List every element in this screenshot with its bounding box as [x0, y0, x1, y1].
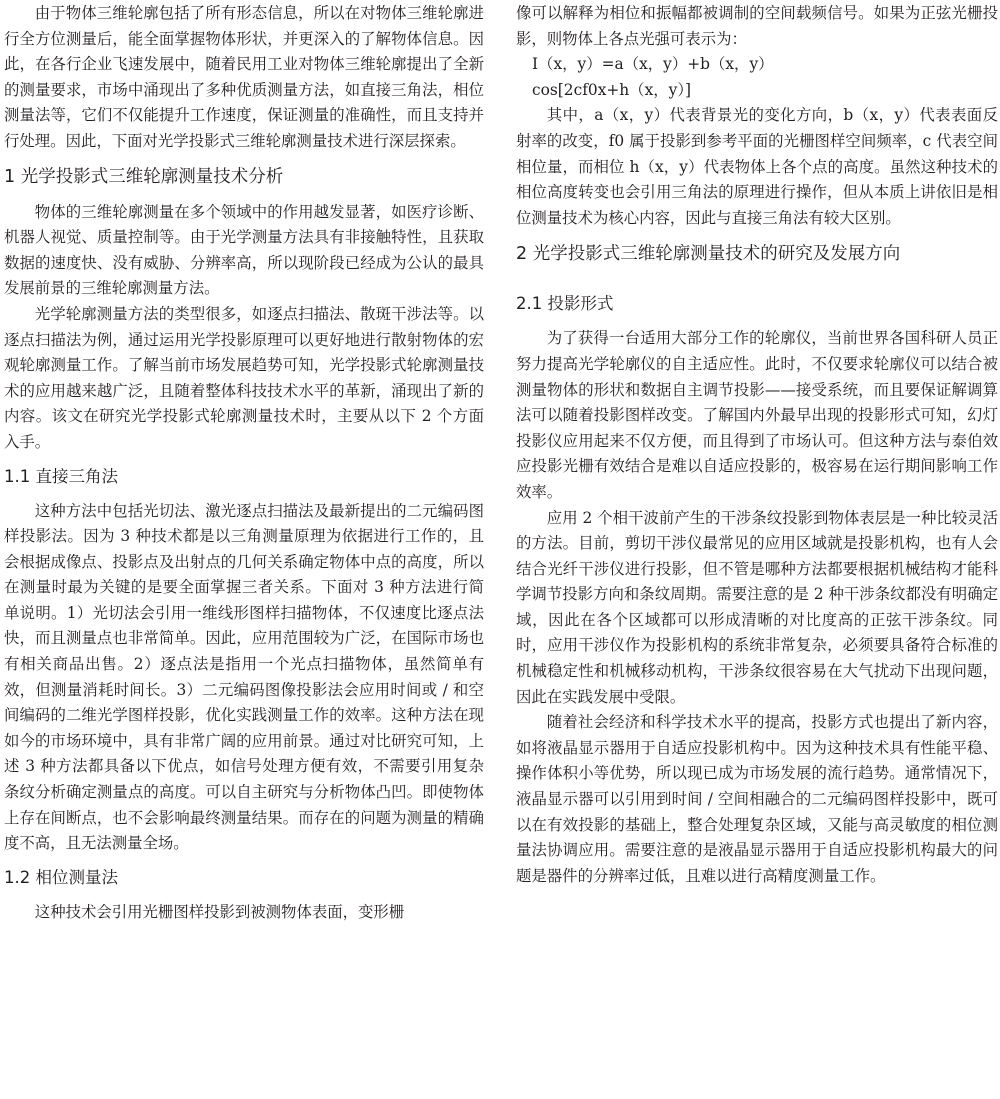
formula-line-2: cos[2cf0x+h（x，y）] [532, 80, 692, 99]
section-1-1-heading: 1.1 直接三角法 [4, 466, 118, 486]
section-1-paragraph-1: 物体的三维轮廓测量在多个领域中的作用越发显著，如医疗诊断、机器人视觉、质量控制等。由于光学测量方法具有非接触特性，且获取数据的速度快、没有威胁、分辨率高，所以现阶段已经成为公认的最具发展前景的三维轮廓测量方法。 [4, 202, 484, 298]
section-2-1-paragraph-2: 应用 2 个相干波前产生的干涉条纹投影到物体表层是一种比较灵活的方法。目前，剪切干涉仪最常见的应用区域就是投影机构，也有人会结合光纤干涉仪进行投影，但不管是哪种方法都要根据机械结构才能科学调节投影方向和条纹周期。需要注意的是 2 种干涉条纹都没有明确定域，因此在各个区域都可以形成清晰的对比度高的正弦干涉条纹。同时，应用干涉仪作为投影机构的系统非常复杂，必须要具备符合标准的机械稳定性和机械移动机构，干涉条纹很容易在大气扰动下出现问题，因此在实践发展中受限。 [516, 508, 998, 706]
section-1-2-heading: 1.2 相位测量法 [4, 867, 118, 887]
formula-line-1: I（x，y）=a（x，y）+b（x，y） [532, 55, 774, 74]
intro-paragraph: 由于物体三维轮廓包括了所有形态信息，所以在对物体三维轮廓进行全方位测量后，能全面掌握物体形状，并更深入的了解物体信息。因此，在各行企业飞速发展中，随着民用工业对物体三维轮廓提出了全新的测量要求，市场中涌现出了多种优质测量方法，如直接三角法，相位测量法等，它们不仅能提升工作速度，保证测量的准确性，而且支持并行处理。因此，下面对光学投影式三维轮廓测量技术进行深层探索。 [4, 4, 484, 150]
section-2-1-paragraph-3: 随着社会经济和科学技术水平的提高，投影方式也提出了新内容，如将液晶显示器用于自适应投影机构中。因为这种技术具有性能平稳、操作体积小等优势，所以现已成为市场发展的流行趋势。通常情况下，液晶显示器可以引用到时间 / 空间相融合的二元编码图样投影中，既可以在有效投影的基础上，整合处理复杂区域，又能与高灵敏度的相位测量法协调应用。需要注意的是液晶显示器用于自适应投影机构最大的问题是器件的分辨率过低，且难以进行高精度测量工作。 [516, 713, 998, 885]
section-2-heading: 2 光学投影式三维轮廓测量技术的研究及发展方向 [516, 244, 901, 265]
right-column [516, 1, 998, 889]
section-2-1-heading: 2.1 投影形式 [516, 294, 614, 314]
section-1-2-paragraph: 这种技术会引用光栅图样投影到被测物体表面，变形栅 [34, 902, 405, 921]
left-column [4, 1, 484, 925]
section-2-1-paragraph-1: 为了获得一台适用大部分工作的轮廓仪，当前世界各国科研人员正努力提高光学轮廓仪的自主适应性。此时，不仅要求轮廓仪可以结合被测量物体的形状和数据自主调节投影——接受系统，而且要保证解调算法可以随着投影图样改变。了解国内外最早出现的投影形式可知，幻灯投影仪应用起来不仅方便，而且得到了市场认可。但这种方法与泰伯效应投影光栅有效结合是难以自适应投影的，极容易在运行期间影响工作效率。 [516, 329, 998, 501]
section-1-heading: 1 光学投影式三维轮廓测量技术分析 [4, 166, 284, 187]
section-1-paragraph-2: 光学轮廓测量方法的类型很多，如逐点扫描法、散斑干涉法等。以逐点扫描法为例，通过运用光学投影原理可以更好地进行散射物体的宏观轮廓测量工作。了解当前市场发展趋势可知，光学投影式轮廓测量技术的应用越来越广泛，且随着整体科技技术水平的革新，涌现出了新的内容。该文在研究光学投影式轮廓测量技术时，主要从以下 2 个方面入手。 [4, 304, 484, 451]
formula-explanation-paragraph: 其中，a（x，y）代表背景光的变化方向，b（x，y）代表表面反射率的改变，f0 属于投影到参考平面的光栅图样空间频率，c 代表空间相位量，而相位 h（x，y）代表物体上各个点的高度。虽然这种技术的相位高度转变也会引用三角法的原理进行操作，但从本质上讲依旧是相位测量技术为核心内容，因此与直接三角法有较大区别。 [516, 106, 998, 227]
continued-paragraph: 像可以解释为相位和振幅都被调制的空间载频信号。如果为正弦光栅投影，则物体上各点光强可表示为： [516, 4, 998, 48]
section-1-1-paragraph: 这种方法中包括光切法、激光逐点扫描法及最新提出的二元编码图样投影法。因为 3 种技术都是以三角测量原理为依据进行工作的，且会根据成像点、投影点及出射点的几何关系确定物体中点的高度，所以在测量时最为关键的是要全面掌握三者关系。下面对 3 种方法进行简单说明。1）光切法会引用一维线形图样扫描物体，不仅速度比逐点法快，而且测量点也非常简单。因此，应用范围较为广泛，在国际市场也有相关商品出售。2）逐点法是指用一个光点扫描物体，虽然简单有效，但测量消耗时间长。3）二元编码图像投影法会应用时间或 / 和空间编码的二维光学图样投影，优化实践测量工作的效率。这种方法在现如今的市场环境中，具有非常广阔的应用前景。通过对比研究可知，上述 3 种方法都具备以下优点，如信号处理方便有效，不需要引用复杂条纹分析确定测量点的高度。可以自主研究与分析物体凸凹。即使物体上存在间断点，也不会影响最终测量结果。而存在的问题为测量的精确度不高，且无法测量全场。 [4, 501, 484, 853]
